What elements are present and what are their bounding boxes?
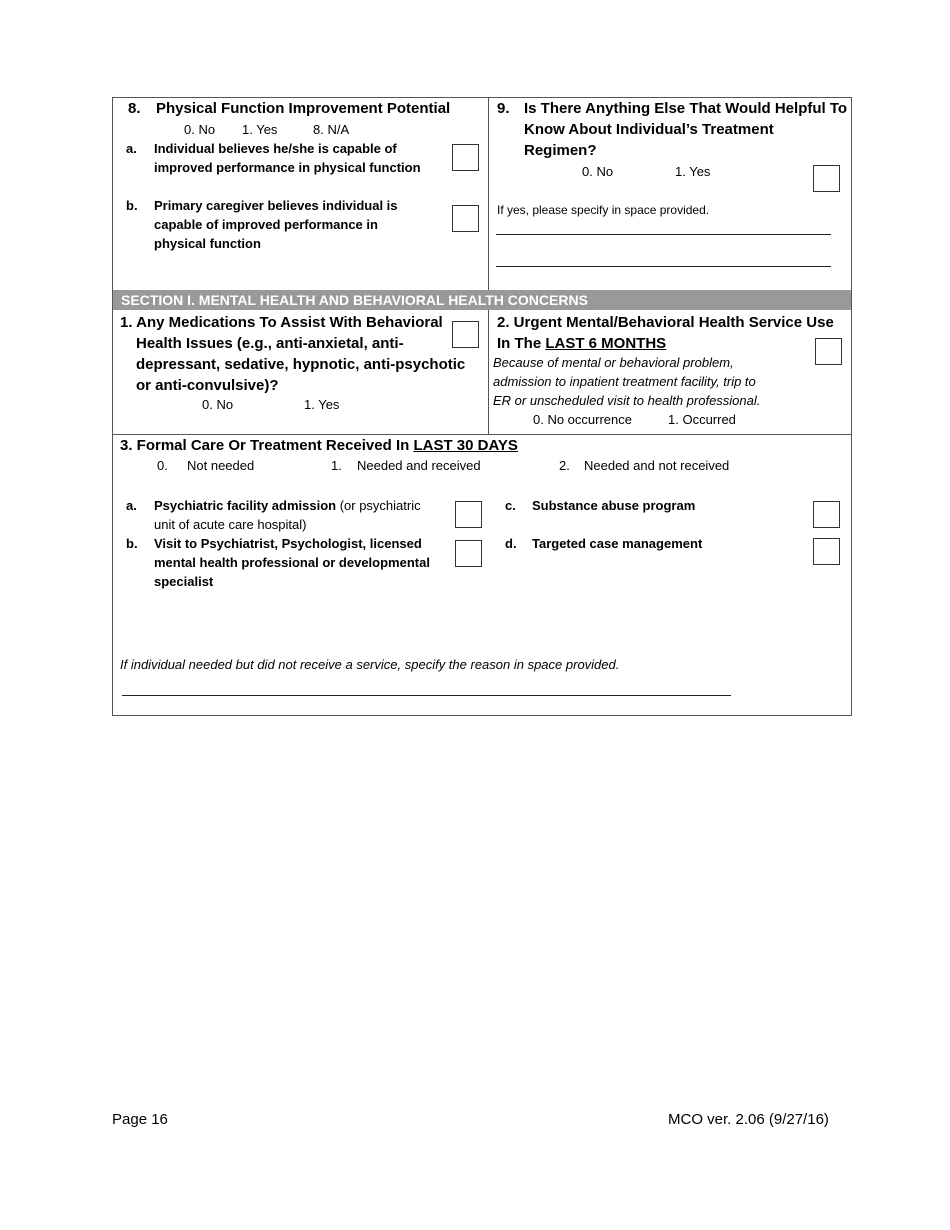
q8b-line2: capable of improved performance in	[154, 217, 378, 232]
q8b-line3: physical function	[154, 236, 261, 251]
q3c-label: Substance abuse program	[532, 498, 696, 513]
page-number: Page 16	[112, 1111, 168, 1128]
q3a-bold: Psychiatric facility admission	[154, 498, 337, 513]
divider-top	[488, 97, 489, 290]
q3-opt0-label: Not needed	[187, 458, 255, 473]
q3a-answer-box[interactable]	[455, 501, 482, 528]
q2-line1: 2. Urgent Mental/Behavioral Health Service Use	[497, 314, 834, 331]
q3-opt1-label: Needed and received	[357, 458, 481, 473]
q3b-line1: Visit to Psychiatrist, Psychologist, licensed	[154, 536, 422, 551]
q1-line1: 1. Any Medications To Assist With Behavioral	[120, 314, 443, 331]
q1-option-yes: 1. Yes	[304, 397, 340, 412]
q8-option-no: 0. No	[184, 122, 216, 137]
q3b-letter: b.	[126, 536, 138, 551]
q1-line2: Health Issues (e.g., anti-anxietal, anti-	[136, 335, 404, 352]
q1-answer-box[interactable]	[452, 321, 479, 348]
q3-period: LAST 30 DAYS	[413, 437, 518, 454]
q3-reason-line[interactable]	[122, 695, 731, 696]
q8-title: Physical Function Improvement Potential	[156, 100, 451, 117]
q9-line2: Know About Individual’s Treatment	[524, 121, 774, 138]
version-label: MCO ver. 2.06 (9/27/16)	[668, 1111, 829, 1128]
q2-option-1: 1. Occurred	[668, 412, 736, 427]
q9-specify-line-1[interactable]	[496, 234, 831, 235]
q3-opt0-num: 0.	[157, 458, 168, 473]
q3-opt1-num: 1.	[331, 458, 342, 473]
q1-line3: depressant, sedative, hypnotic, anti-psychotic	[136, 356, 466, 373]
q8-number: 8.	[128, 100, 141, 117]
q9-specify-instruction: If yes, please specify in space provided.	[497, 203, 710, 217]
divider-mid	[488, 310, 489, 435]
q3a-rest: (or psychiatric	[336, 498, 421, 513]
q8a-letter: a.	[126, 141, 137, 156]
q2-desc2: admission to inpatient treatment facility, trip to	[493, 374, 756, 389]
q2-option-0: 0. No occurrence	[533, 412, 632, 427]
q3-reason-instruction: If individual needed but did not receive a service, specify the reason in space provided.	[120, 657, 620, 672]
q1-option-no: 0. No	[202, 397, 234, 412]
q3b-answer-box[interactable]	[455, 540, 482, 567]
q9-specify-line-2[interactable]	[496, 266, 831, 267]
q3a-line2: unit of acute care hospital)	[154, 517, 307, 532]
q3d-answer-box[interactable]	[813, 538, 840, 565]
q2-answer-box[interactable]	[815, 338, 842, 365]
q3d-label: Targeted case management	[532, 536, 703, 551]
q9-answer-box[interactable]	[813, 165, 840, 192]
divider-q3	[112, 434, 852, 435]
q3a-letter: a.	[126, 498, 137, 513]
q3a-line1	[154, 498, 421, 513]
q9-number: 9.	[497, 100, 510, 117]
q8a-answer-box[interactable]	[452, 144, 479, 171]
q8b-answer-box[interactable]	[452, 205, 479, 232]
q2-desc3: ER or unscheduled visit to health professional.	[493, 393, 761, 408]
q3c-letter: c.	[505, 498, 516, 513]
q2-period: LAST 6 MONTHS	[545, 335, 667, 352]
q3b-line3: specialist	[154, 574, 214, 589]
q3-title	[120, 437, 518, 454]
q9-option-yes: 1. Yes	[675, 164, 711, 179]
q3c-answer-box[interactable]	[813, 501, 840, 528]
q9-line1: Is There Anything Else That Would Helpful To	[524, 100, 848, 117]
q8a-line1: Individual believes he/she is capable of	[154, 141, 397, 156]
q1-line4: or anti-convulsive)?	[136, 377, 279, 394]
q2-line2	[497, 335, 666, 352]
q2-desc1: Because of mental or behavioral problem,	[493, 355, 734, 370]
q2-line2-prefix: In The	[497, 335, 546, 352]
q3-opt2-num: 2.	[559, 458, 570, 473]
q3d-letter: d.	[505, 536, 517, 551]
q3b-line2: mental health professional or developmental	[154, 555, 430, 570]
q9-option-no: 0. No	[582, 164, 614, 179]
q3-opt2-label: Needed and not received	[584, 458, 730, 473]
q8a-line2: improved performance in physical function	[154, 160, 421, 175]
section-i-header: SECTION I. MENTAL HEALTH AND BEHAVIORAL HEALTH CONCERNS	[113, 290, 851, 310]
q8b-line1: Primary caregiver believes individual is	[154, 198, 398, 213]
q3-title-prefix: 3. Formal Care Or Treatment Received In	[120, 437, 414, 454]
q8b-letter: b.	[126, 198, 138, 213]
q9-line3: Regimen?	[524, 142, 597, 159]
q8-option-yes: 1. Yes	[242, 122, 278, 137]
q8-option-na: 8. N/A	[313, 122, 350, 137]
